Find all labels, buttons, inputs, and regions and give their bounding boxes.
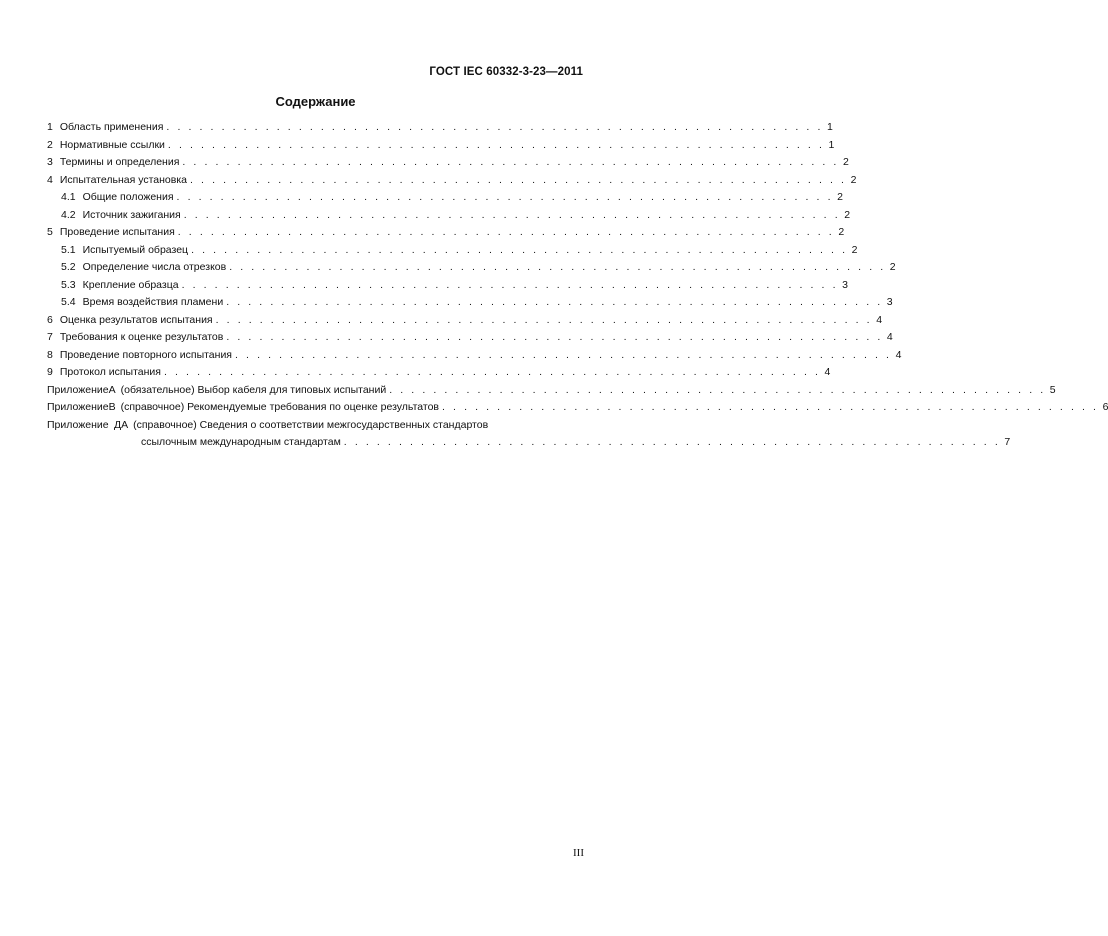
toc-entry-1[interactable] [47,119,833,137]
toc-page: 2 [844,208,851,221]
toc-annex-da[interactable] [47,417,583,435]
toc-leader: . . . . . . . . . . . . . . . . . . . . . . . . . . . . . . . . . . . . . . . . . . . . . . . . . . . . . . . . . . . . [226,296,883,308]
toc-page: 2 [851,243,858,256]
toc-entry-5-4[interactable] [47,294,893,312]
toc-page: 3 [842,278,848,291]
toc-label: Определение числа отрезков [82,261,227,273]
toc-number: 5.2 [61,261,76,273]
standard-designation: ГОСТ IEC 60332-3-23—2011 [429,66,583,78]
toc-label: Проведение повторного испытания [59,348,232,361]
toc-leader: . . . . . . . . . . . . . . . . . . . . . . . . . . . . . . . . . . . . . . . . . . . . . . . . . . . . . . . . . . . . [181,278,839,291]
toc-entry-5-1[interactable] [47,242,858,260]
toc-leader: . . . . . . . . . . . . . . . . . . . . . . . . . . . . . . . . . . . . . . . . . . . . . . . . . . . . . . . . . . . . [176,191,834,203]
toc-label: Испытуемый образец [82,243,189,256]
toc-label: Испытательная установка [59,173,187,186]
toc-number: 5 [47,226,53,238]
toc-number: 9 [47,366,53,378]
toc-page: 2 [842,156,849,168]
toc-number: 8 [47,348,53,361]
annex-letter: ДА [114,418,129,431]
toc-entry-9[interactable] [47,364,831,382]
toc-leader: . . . . . . . . . . . . . . . . . . . . . . . . . . . . . . . . . . . . . . . . . . . . . . . . . . . . . . . . . . . . [343,436,1001,448]
toc-page: 2 [889,261,896,273]
toc-page: 2 [837,191,843,203]
table-of-contents [47,119,1108,452]
toc-leader: . . . . . . . . . . . . . . . . . . . . . . . . . . . . . . . . . . . . . . . . . . . . . . . . . . . . . . . . . . . . [183,208,841,221]
toc-label: Нормативные ссылки [59,138,165,151]
toc-label: Крепление образца [82,278,179,291]
toc-number: 4.2 [61,208,76,221]
toc-number: 4 [47,173,53,186]
toc-label: Термины и определения [59,156,180,168]
toc-label: (справочное) Сведения о соответствии межгосударственных стандартов [133,418,489,431]
toc-page: 3 [886,296,893,308]
toc-entry-2[interactable] [47,137,835,155]
toc-leader: . . . . . . . . . . . . . . . . . . . . . . . . . . . . . . . . . . . . . . . . . . . . . . . . . . . . . . . . . . . . [215,313,873,326]
toc-entry-4-1[interactable] [47,189,843,207]
toc-number: 2 [47,138,53,151]
toc-entry-4[interactable] [47,172,857,190]
toc-page: 2 [838,226,845,238]
toc-label: (справочное) Рекомендуемые требования по оценке результатов [120,401,439,413]
toc-entry-6[interactable] [47,312,883,330]
toc-leader: . . . . . . . . . . . . . . . . . . . . . . . . . . . . . . . . . . . . . . . . . . . . . . . . . . . . . . . . . . . . [226,331,883,343]
annex-letter: В [108,401,116,413]
toc-leader: . . . . . . . . . . . . . . . . . . . . . . . . . . . . . . . . . . . . . . . . . . . . . . . . . . . . . . . . . . . . [177,226,835,238]
toc-leader: . . . . . . . . . . . . . . . . . . . . . . . . . . . . . . . . . . . . . . . . . . . . . . . . . . . . . . . . . . . . [229,261,886,273]
toc-leader: . . . . . . . . . . . . . . . . . . . . . . . . . . . . . . . . . . . . . . . . . . . . . . . . . . . . . . . . . . . . [166,121,823,133]
toc-entry-5-3[interactable] [47,277,848,295]
toc-page: 1 [828,138,835,151]
page-number: III [573,847,584,859]
toc-entry-7[interactable] [47,329,893,347]
annex-prefix: Приложение [47,418,109,431]
annex-letter: А [108,383,116,396]
toc-label: (обязательное) Выбор кабеля для типовых испытаний [120,383,387,396]
toc-label: Требования к оценке результатов [59,331,224,343]
toc-number: 5.4 [61,296,76,308]
toc-label: Источник зажигания [82,208,181,221]
toc-number: 5.1 [61,243,76,256]
toc-label: Общие положения [82,191,174,203]
toc-leader: . . . . . . . . . . . . . . . . . . . . . . . . . . . . . . . . . . . . . . . . . . . . . . . . . . . . . . . . . . . . [442,401,1099,413]
toc-number: 5.3 [61,278,76,291]
toc-entry-8[interactable] [47,347,902,365]
toc-page: 4 [886,331,893,343]
toc-entry-5[interactable] [47,224,845,242]
toc-page: 5 [1049,383,1056,396]
page-title: Содержание [275,94,356,109]
toc-leader: . . . . . . . . . . . . . . . . . . . . . . . . . . . . . . . . . . . . . . . . . . . . . . . . . . . . . . . . . . . . [182,156,839,168]
toc-page: 7 [1004,436,1011,448]
annex-prefix: Приложение [47,383,109,396]
toc-entry-5-2[interactable] [47,259,896,277]
toc-page: 2 [850,173,857,186]
toc-number: 1 [47,121,53,133]
toc-leader: . . . . . . . . . . . . . . . . . . . . . . . . . . . . . . . . . . . . . . . . . . . . . . . . . . . . . . . . . . . . [235,348,892,361]
toc-label: Проведение испытания [59,226,175,238]
toc-leader: . . . . . . . . . . . . . . . . . . . . . . . . . . . . . . . . . . . . . . . . . . . . . . . . . . . . . . . . . . . . [167,138,825,151]
toc-annex-a[interactable] [47,382,1056,400]
toc-label-continuation: ссылочным международным стандартам [141,436,341,448]
toc-entry-4-2[interactable] [47,207,851,225]
toc-label: Время воздействия пламени [82,296,224,308]
toc-label: Протокол испытания [59,366,161,378]
toc-page: 1 [826,121,833,133]
toc-page: 6 [1102,401,1108,413]
toc-number: 4.1 [61,191,76,203]
toc-label: Область применения [59,121,164,133]
toc-annex-b[interactable] [47,399,1108,417]
toc-page: 4 [895,348,902,361]
toc-annex-da-continuation[interactable] [47,434,1011,452]
toc-number: 7 [47,331,53,343]
toc-page: 4 [876,313,883,326]
toc-label: Оценка результатов испытания [59,313,213,326]
toc-entry-3[interactable] [47,154,849,172]
toc-number: 3 [47,156,53,168]
toc-number: 6 [47,313,53,326]
toc-leader: . . . . . . . . . . . . . . . . . . . . . . . . . . . . . . . . . . . . . . . . . . . . . . . . . . . . . . . . . . . . [163,366,821,378]
toc-leader: . . . . . . . . . . . . . . . . . . . . . . . . . . . . . . . . . . . . . . . . . . . . . . . . . . . . . . . . . . . . [389,383,1046,396]
toc-leader: . . . . . . . . . . . . . . . . . . . . . . . . . . . . . . . . . . . . . . . . . . . . . . . . . . . . . . . . . . . . [191,243,848,256]
toc-page: 4 [824,366,831,378]
toc-leader: . . . . . . . . . . . . . . . . . . . . . . . . . . . . . . . . . . . . . . . . . . . . . . . . . . . . . . . . . . . . [190,173,847,186]
annex-prefix: Приложение [47,401,109,413]
